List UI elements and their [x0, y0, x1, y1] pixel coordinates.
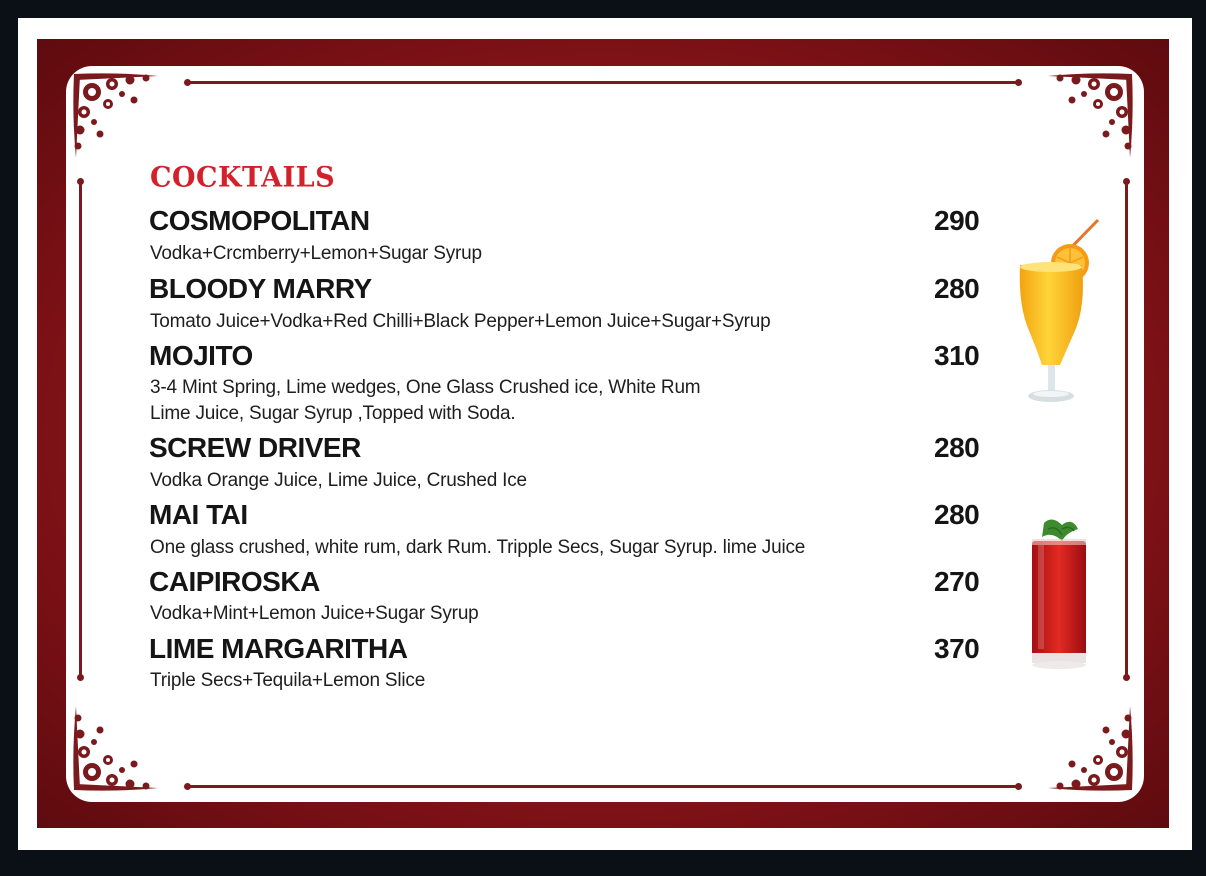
item-desc-lime-margaritha: Triple Secs+Tequila+Lemon Slice — [150, 670, 426, 691]
orange-cocktail-glass-icon — [1008, 215, 1104, 410]
bottom-rule — [188, 785, 1018, 788]
item-name-screw-driver: SCREW DRIVER — [149, 432, 361, 463]
item-name-lime-margaritha: LIME MARGARITHA — [149, 633, 408, 664]
corner-ornament-bottom-right-icon — [1044, 702, 1136, 794]
item-price-bloody-marry: 280 — [934, 273, 980, 304]
item-desc-screw-driver: Vodka Orange Juice, Lime Juice, Crushed Ice — [150, 470, 527, 491]
right-rule-bottom-dot — [1123, 674, 1130, 681]
item-desc-mojito-line-2: Lime Juice, Sugar Syrup ,Topped with Soda. — [150, 403, 516, 424]
left-rule-top-dot — [77, 178, 84, 185]
item-name-caipiroska: CAIPIROSKA — [149, 566, 320, 597]
item-price-mojito: 310 — [934, 340, 980, 371]
bottom-rule-right-dot — [1015, 783, 1022, 790]
item-price-screw-driver: 280 — [934, 432, 980, 463]
item-name-mojito: MOJITO — [149, 340, 253, 371]
left-rule-bottom-dot — [77, 674, 84, 681]
corner-ornament-bottom-left-icon — [70, 702, 162, 794]
top-rule-right-dot — [1015, 79, 1022, 86]
top-rule-left-dot — [184, 79, 191, 86]
item-name-mai-tai: MAI TAI — [149, 499, 248, 530]
item-price-cosmopolitan: 290 — [934, 205, 980, 236]
right-rule-top-dot — [1123, 178, 1130, 185]
item-desc-mai-tai: One glass crushed, white rum, dark Rum. Tripple Secs, Sugar Syrup. lime Juice — [150, 537, 806, 558]
bloody-mary-glass-icon — [1022, 515, 1094, 673]
left-rule — [79, 182, 82, 677]
item-name-bloody-marry: BLOODY MARRY — [149, 273, 372, 304]
top-rule — [188, 81, 1018, 84]
right-rule — [1125, 182, 1128, 677]
item-desc-bloody-marry: Tomato Juice+Vodka+Red Chilli+Black Pepper+Lemon Juice+Sugar+Syrup — [150, 311, 771, 332]
item-price-mai-tai: 280 — [934, 499, 980, 530]
item-price-caipiroska: 270 — [934, 566, 980, 597]
item-name-cosmopolitan: COSMOPOLITAN — [149, 205, 370, 236]
corner-ornament-top-right-icon — [1044, 70, 1136, 162]
item-price-lime-margaritha: 370 — [934, 633, 980, 664]
corner-ornament-top-left-icon — [70, 70, 162, 162]
bottom-rule-left-dot — [184, 783, 191, 790]
item-desc-cosmopolitan: Vodka+Crcmberry+Lemon+Sugar Syrup — [150, 243, 482, 264]
item-desc-caipiroska: Vodka+Mint+Lemon Juice+Sugar Syrup — [150, 603, 479, 624]
item-desc-mojito-line-1: 3-4 Mint Spring, Lime wedges, One Glass Crushed ice, White Rum — [150, 377, 701, 398]
section-title: COCKTAILS — [150, 161, 336, 194]
